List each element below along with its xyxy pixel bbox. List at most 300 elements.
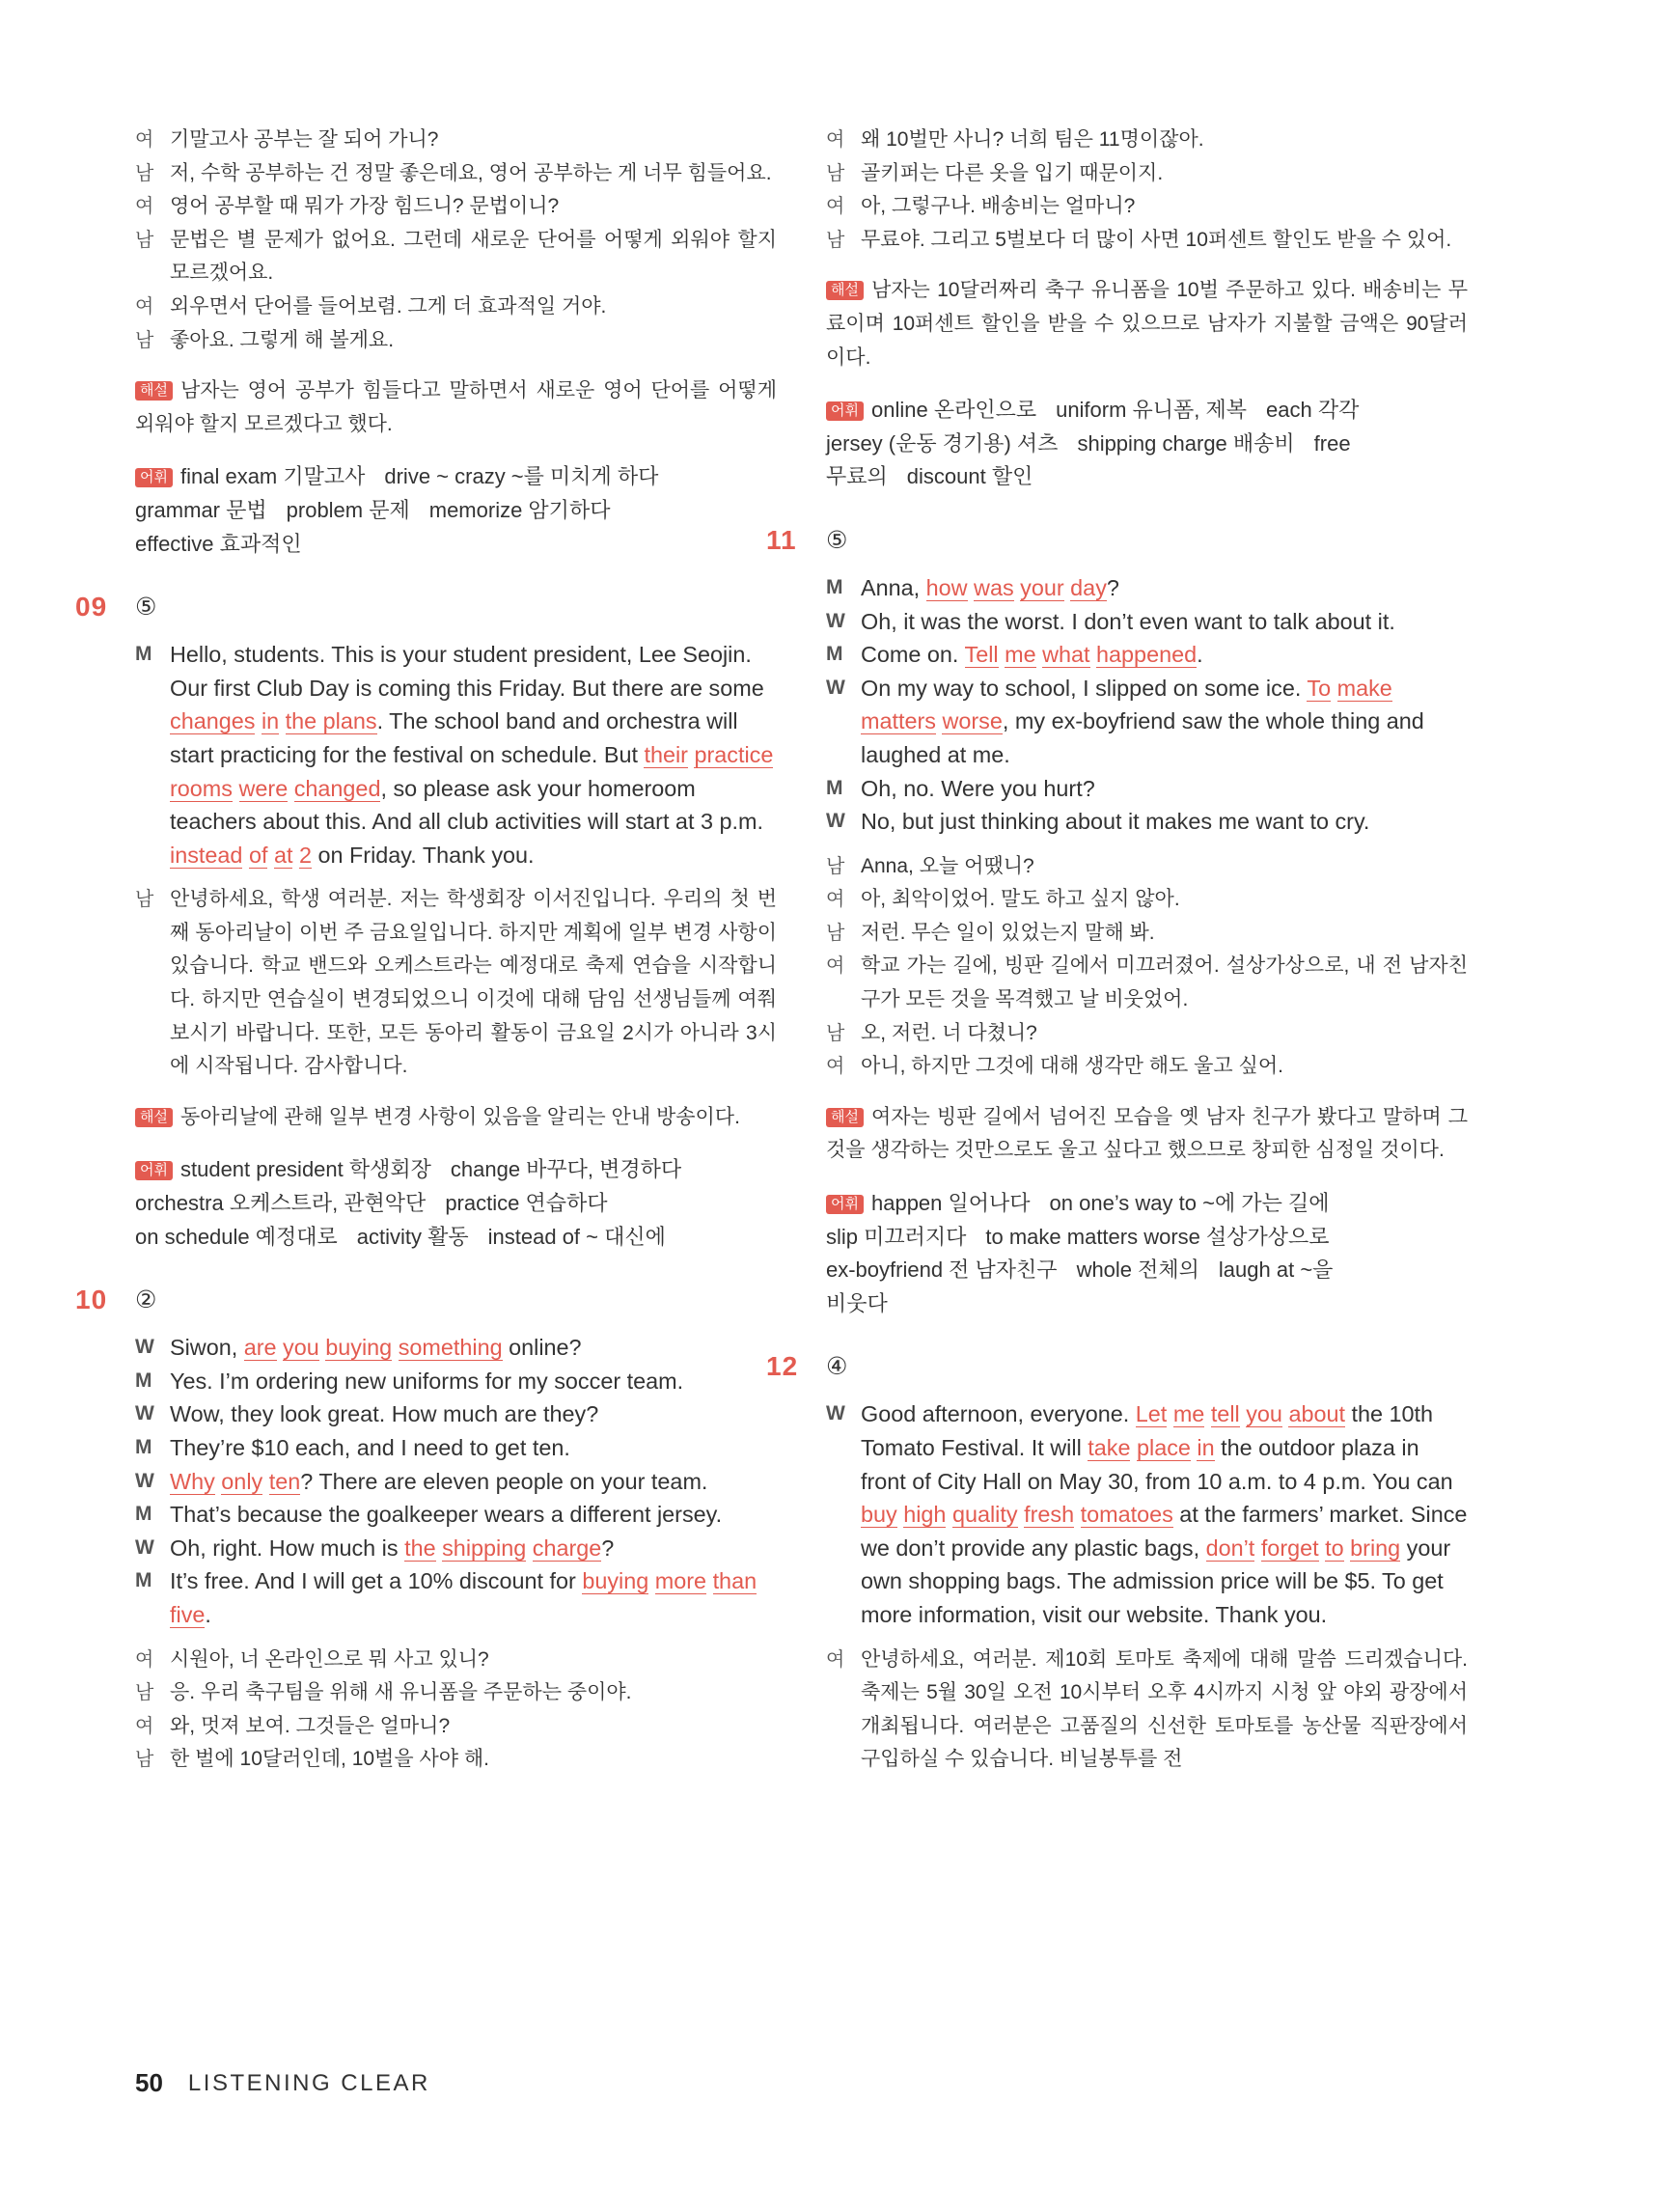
answer-blank: bring <box>1350 1535 1401 1561</box>
script-line <box>135 1465 777 1499</box>
vocabulary-item: happen 일어나다 <box>870 1191 1031 1216</box>
script-line <box>826 772 1468 806</box>
answer-blank: the plans <box>285 708 377 734</box>
answer-blank: instead <box>170 842 243 868</box>
script-fragment: . <box>205 1601 211 1627</box>
vocabulary-line <box>135 1221 777 1255</box>
translation-text: 저런. 무슨 일이 있었는지 말해 봐. <box>861 921 1155 944</box>
script-line <box>826 638 1468 672</box>
answer-blank: five <box>170 1601 206 1627</box>
answer-blank: me <box>1005 642 1036 668</box>
translation-text: 안녕하세요, 학생 여러분. 저는 학생회장 이서진입니다. 우리의 첫 번째 동아리날이 이번 주 금요일입니다. 하지만 계획에 일부 변경 사항이 있습니다. 학교 밴드와 오케스트라는 예정대로 축제 연습을 시작합니다. 하지만 연습실이 변경되었으니 이것에 대해 담임 선생님들께 여쭤보시기 바랍니다. 또한, 모든 동아리 활동이 금요일 2시가 아니라 3시에 시작됩니다. 감사합니다. <box>170 888 777 1078</box>
vocabulary-line <box>826 394 1468 428</box>
translation-line <box>826 124 1468 157</box>
speaker-label: W <box>135 1469 154 1492</box>
translation-text: 학교 가는 길에, 빙판 길에서 미끄러졌어. 설상가상으로, 내 전 남자친구가 모든 것을 목격했고 날 비웃었어. <box>861 954 1468 1011</box>
speaker-label: M <box>135 1369 152 1392</box>
vocabulary-line <box>826 1221 1468 1255</box>
answer-blank: To <box>1307 675 1332 701</box>
translation-line <box>135 190 777 224</box>
answer-blank: buy <box>861 1502 897 1528</box>
script-text <box>861 672 1468 772</box>
translation-line <box>135 157 777 191</box>
script-fragment: , so please ask your homeroom teachers about this. And all club activities will start at 3 p.m. <box>170 775 763 835</box>
answer-blank: tomatoes <box>1080 1502 1173 1528</box>
script-fragment: Good afternoon, everyone. <box>861 1401 1136 1427</box>
script-text <box>170 1498 777 1532</box>
explanation-note <box>135 374 777 441</box>
translation-line <box>826 950 1468 1016</box>
translation-text: Anna, 오늘 어땠니? <box>861 854 1034 877</box>
english-script <box>135 1331 777 1631</box>
answer-blank: happened <box>1096 642 1198 668</box>
translation-line <box>826 157 1468 191</box>
script-fragment: That’s because the goalkeeper wears a different jersey. <box>170 1502 723 1528</box>
answer-blank: practice <box>694 741 774 767</box>
speaker-label: 남 <box>826 1022 845 1044</box>
script-fragment: Come on. <box>861 642 965 668</box>
vocabulary-item: slip 미끄러지다 <box>826 1224 967 1249</box>
answer-blank: about <box>1288 1401 1345 1427</box>
speaker-label: 남 <box>826 855 845 877</box>
script-text <box>170 1365 777 1398</box>
speaker-label: M <box>826 643 843 666</box>
answer-blank: their <box>644 741 688 767</box>
translation-text: 외우면서 단어를 들어보렴. 그게 더 효과적일 거야. <box>170 294 607 318</box>
answer-blank: in <box>1197 1435 1215 1460</box>
speaker-label: 남 <box>135 889 154 911</box>
translation-text: 왜 10벌만 사니? 너희 팀은 11명이잖아. <box>861 128 1204 151</box>
script-fragment <box>526 1535 533 1561</box>
explanation-badge: 해설 <box>826 281 864 300</box>
speaker-label: M <box>826 776 843 799</box>
explanation-text: 여자는 빙판 길에서 넘어진 모습을 옛 남자 친구가 봤다고 말하며 그것을 생각하는 것만으로도 울고 싶다고 했으므로 창피한 심정일 것이다. <box>826 1105 1468 1162</box>
speaker-label: 남 <box>135 1749 154 1771</box>
script-fragment: on Friday. Thank you. <box>311 842 535 868</box>
answer-blank: were <box>238 775 289 801</box>
page-number: 50 <box>135 2068 163 2097</box>
script-fragment: Oh, no. Were you hurt? <box>861 775 1095 801</box>
script-fragment <box>288 776 294 801</box>
script-fragment <box>648 1568 655 1593</box>
speaker-label: W <box>826 1402 845 1425</box>
answer-blank: place <box>1136 1435 1191 1460</box>
vocabulary-item: activity 활동 <box>356 1224 469 1249</box>
speaker-label: W <box>826 810 845 833</box>
script-line <box>135 1564 777 1631</box>
script-text <box>861 638 1468 672</box>
translation-text: 와, 멋져 보여. 그것들은 얼마니? <box>170 1714 451 1737</box>
vocabulary-item: change 바꾸다, 변경하다 <box>450 1157 682 1182</box>
explanation-text: 남자는 10달러짜리 축구 유니폼을 10벌 주문하고 있다. 배송비는 무료이며 10퍼센트 할인을 받을 수 있으므로 남자가 지불할 금액은 90달러이다. <box>826 279 1468 369</box>
answer-blank: how <box>925 574 968 600</box>
question-header: 12 ④ <box>766 1351 848 1382</box>
script-fragment <box>1167 1401 1173 1426</box>
speaker-label: 여 <box>135 1715 154 1737</box>
answer-blank: of <box>248 842 268 868</box>
answer-blank: something <box>398 1335 503 1361</box>
vocabulary-item: free <box>1313 430 1351 456</box>
answer-blank: forget <box>1260 1535 1319 1561</box>
vocabulary-item: uniform 유니폼, 제복 <box>1056 398 1248 423</box>
answer-blank: me <box>1172 1401 1205 1427</box>
answer-choice: ④ <box>826 1353 848 1381</box>
translation-line <box>135 324 777 358</box>
script-text <box>170 1532 777 1565</box>
answer-blank: than <box>712 1568 757 1594</box>
answer-choice: ⑤ <box>135 594 157 622</box>
translation-text: 영어 공부할 때 뭐가 가장 힘드니? 문법이니? <box>170 195 560 218</box>
question-header: 09 ⑤ <box>75 592 157 622</box>
answer-blank: worse <box>942 708 1003 734</box>
speaker-label: 남 <box>135 1682 154 1704</box>
answer-blank: make <box>1336 675 1392 701</box>
script-fragment: ? There are eleven people on your team. <box>300 1468 708 1494</box>
answer-blank: Tell <box>964 642 999 668</box>
translation-line <box>135 1743 777 1777</box>
answer-blank: matters <box>861 708 936 734</box>
translation-line <box>135 124 777 157</box>
script-line <box>135 638 777 871</box>
translation-line <box>826 1050 1468 1084</box>
answer-blank: shipping <box>442 1535 527 1561</box>
speaker-label: 여 <box>826 955 845 978</box>
question-header: 11 ⑤ <box>766 524 848 555</box>
translation-text: 좋아요. 그렇게 해 볼게요. <box>170 328 395 351</box>
answer-blank: buying <box>325 1335 393 1361</box>
speaker-label: 여 <box>135 1648 154 1671</box>
vocabulary-line <box>135 1187 777 1221</box>
answer-blank: take <box>1088 1435 1131 1460</box>
vocabulary-line <box>135 528 777 562</box>
speaker-label: 여 <box>135 129 154 151</box>
script-text <box>170 1465 777 1499</box>
translation-line <box>135 883 777 1084</box>
vocabulary-item: practice 연습하다 <box>445 1191 608 1216</box>
script-line <box>135 1431 777 1465</box>
speaker-label: 남 <box>826 922 845 944</box>
translation-line <box>826 190 1468 224</box>
explanation-note <box>135 1101 777 1135</box>
script-fragment: On my way to school, I slipped on some ice. <box>861 675 1308 701</box>
script-text <box>861 805 1468 839</box>
korean-translation <box>826 1644 1468 1777</box>
answer-blank: changed <box>293 775 381 801</box>
english-script <box>135 638 777 871</box>
answer-blank: buying <box>582 1568 649 1594</box>
speaker-label: M <box>135 1503 152 1526</box>
translation-text: 기말고사 공부는 잘 되어 가니? <box>170 128 439 151</box>
answer-blank: your <box>1020 574 1064 600</box>
script-fragment <box>255 708 262 733</box>
speaker-label: M <box>135 1436 152 1458</box>
vocabulary-item: shipping charge 배송비 <box>1077 430 1295 456</box>
korean-translation <box>135 124 777 357</box>
script-fragment <box>267 843 274 868</box>
translation-text: 문법은 별 문제가 없어요. 그런데 새로운 단어를 어떻게 외워야 할지 모르겠어요. <box>170 228 777 285</box>
script-fragment <box>292 843 299 868</box>
vocabulary-badge: 어휘 <box>826 401 864 421</box>
answer-blank: high <box>903 1502 947 1528</box>
translation-line <box>826 1644 1468 1777</box>
script-line <box>135 1498 777 1532</box>
script-fragment: Yes. I’m ordering new uniforms for my soccer team. <box>170 1368 684 1394</box>
vocabulary-item: drive ~ crazy ~를 미치게 하다 <box>384 464 659 489</box>
translation-line <box>826 883 1468 917</box>
english-script <box>826 1397 1468 1631</box>
script-text <box>170 1564 777 1631</box>
speaker-label: W <box>135 1402 154 1425</box>
vocabulary-badge: 어휘 <box>135 468 173 487</box>
translation-text: 한 벌에 10달러인데, 10벌을 사야 해. <box>170 1748 489 1771</box>
explanation-badge: 해설 <box>135 381 173 401</box>
answer-blank: quality <box>951 1502 1018 1528</box>
answer-blank: only <box>221 1468 263 1494</box>
script-text <box>861 1397 1468 1631</box>
script-fragment <box>1254 1535 1261 1561</box>
translation-line <box>826 917 1468 951</box>
translation-line <box>135 224 777 290</box>
speaker-label: 여 <box>826 1056 845 1078</box>
vocabulary-badge: 어휘 <box>135 1161 173 1180</box>
speaker-label: W <box>135 1336 154 1359</box>
script-fragment: your own shopping bags. The admission price will be $5. To get more information, visit our website. Thank you. <box>861 1535 1451 1627</box>
vocabulary-line <box>826 1287 1468 1321</box>
vocabulary-item: ex-boyfriend 전 남자친구 <box>826 1258 1058 1283</box>
korean-translation <box>826 850 1468 1084</box>
explanation-note <box>826 274 1468 374</box>
explanation-badge: 해설 <box>135 1108 173 1127</box>
right-column <box>766 124 1468 1794</box>
vocabulary-list <box>135 460 777 561</box>
translation-line <box>135 290 777 324</box>
script-fragment: They’re $10 each, and I need to get ten. <box>170 1435 570 1460</box>
script-fragment <box>279 708 286 733</box>
speaker-label: W <box>135 1535 154 1559</box>
translation-line <box>826 1017 1468 1051</box>
script-fragment: ? <box>601 1535 615 1561</box>
translation-text: 골키퍼는 다른 옷을 입기 때문이지. <box>861 161 1164 184</box>
script-fragment <box>1204 1401 1211 1426</box>
vocabulary-item: to make matters worse 설상가상으로 <box>985 1224 1330 1249</box>
vocabulary-line <box>826 428 1468 461</box>
answer-blank: tell <box>1210 1401 1240 1427</box>
vocabulary-item: online 온라인으로 <box>870 398 1037 423</box>
vocabulary-list <box>135 1153 777 1254</box>
speaker-label: M <box>135 643 152 666</box>
page-footer <box>135 2068 430 2098</box>
answer-blank: what <box>1042 642 1090 668</box>
script-fragment <box>392 1335 399 1360</box>
vocabulary-item: final exam 기말고사 <box>179 464 366 489</box>
vocabulary-item: each 각각 <box>1266 398 1360 423</box>
translation-line <box>826 224 1468 258</box>
answer-blank: charge <box>532 1535 602 1561</box>
vocabulary-item: memorize 암기하다 <box>428 497 611 522</box>
vocabulary-item: effective 효과적인 <box>135 531 302 556</box>
script-line <box>135 1532 777 1565</box>
script-text <box>170 638 777 871</box>
answer-blank: Why <box>170 1468 215 1494</box>
answer-blank: more <box>654 1568 707 1594</box>
script-text <box>170 1331 777 1365</box>
speaker-label: 여 <box>826 1648 845 1671</box>
vocabulary-line <box>135 460 777 494</box>
answer-blank: the <box>404 1535 436 1561</box>
explanation-badge: 해설 <box>826 1108 864 1127</box>
script-fragment: the outdoor plaza in front of City Hall on May 30, from 10 a.m. to 4 p.m. You can <box>861 1435 1453 1494</box>
script-text <box>861 571 1468 605</box>
script-fragment: Anna, <box>861 574 926 600</box>
translation-text: 아, 그렇구나. 배송비는 얼마니? <box>861 195 1136 218</box>
script-fragment: online? <box>502 1335 582 1361</box>
answer-blank: to <box>1325 1535 1344 1561</box>
korean-translation <box>135 1644 777 1777</box>
book-title: LISTENING CLEAR <box>187 2069 430 2096</box>
speaker-label: 여 <box>135 295 154 318</box>
explanation-note <box>826 1101 1468 1168</box>
translation-line <box>826 850 1468 884</box>
script-fragment: . The school band and orchestra will start practicing for the festival on schedule. But <box>170 708 738 767</box>
translation-text: 저, 수학 공부하는 건 정말 좋은데요, 영어 공부하는 게 너무 힘들어요. <box>170 161 772 184</box>
answer-blank: at <box>273 842 293 868</box>
vocabulary-item: on schedule 예정대로 <box>135 1224 338 1249</box>
script-text <box>861 772 1468 806</box>
vocabulary-item: 무료의 <box>826 464 888 489</box>
speaker-label: W <box>826 676 845 699</box>
speaker-label: M <box>135 1569 152 1592</box>
answer-blank: was <box>974 574 1014 600</box>
vocabulary-line <box>826 460 1468 494</box>
answer-blank: 2 <box>298 842 312 868</box>
script-fragment: , my ex-boyfriend saw the whole thing and laughed at me. <box>861 708 1424 767</box>
explanation-text: 남자는 영어 공부가 힘들다고 말하면서 새로운 영어 단어를 어떻게 외워야 할지 모르겠다고 했다. <box>135 379 777 435</box>
script-fragment <box>1074 1502 1081 1527</box>
speaker-label: 남 <box>826 162 845 184</box>
script-fragment: . <box>1197 642 1203 668</box>
script-line <box>135 1331 777 1365</box>
script-line <box>135 1365 777 1398</box>
vocabulary-line <box>826 1187 1468 1221</box>
translation-text: 시원아, 너 온라인으로 뭐 사고 있니? <box>170 1647 489 1671</box>
script-fragment: Siwon, <box>170 1335 244 1361</box>
script-text <box>170 1431 777 1465</box>
english-script <box>826 571 1468 839</box>
script-line <box>826 571 1468 605</box>
script-line <box>135 1397 777 1431</box>
vocabulary-item: 비웃다 <box>826 1290 888 1315</box>
script-fragment: Wow, they look great. How much are they? <box>170 1401 599 1427</box>
vocabulary-line <box>135 494 777 528</box>
translation-text: 응. 우리 축구팀을 위해 새 유니폼을 주문하는 중이야. <box>170 1681 632 1704</box>
speaker-label: 남 <box>135 162 154 184</box>
answer-blank: changes <box>170 708 256 734</box>
vocabulary-line <box>826 1254 1468 1287</box>
script-fragment: It’s free. And I will get a 10% discount for <box>170 1568 583 1594</box>
vocabulary-item: instead of ~ 대신에 <box>487 1224 666 1249</box>
answer-blank: day <box>1070 574 1107 600</box>
script-fragment: Oh, it was the worst. I don’t even want to talk about it. <box>861 608 1395 634</box>
script-fragment <box>1331 676 1337 701</box>
script-line <box>826 1397 1468 1631</box>
vocabulary-item: laugh at ~을 <box>1218 1258 1334 1283</box>
script-fragment: at the farmers’ market. Since we don’t provide any plastic bags, <box>861 1502 1468 1561</box>
script-line <box>826 672 1468 772</box>
answer-blank: fresh <box>1024 1502 1075 1528</box>
translation-text: 아니, 하지만 그것에 대해 생각만 해도 울고 싶어. <box>861 1055 1283 1078</box>
speaker-label: 남 <box>135 329 154 351</box>
explanation-text: 동아리날에 관해 일부 변경 사항이 있음을 알리는 안내 방송이다. <box>179 1105 740 1128</box>
speaker-label: 여 <box>826 196 845 218</box>
script-fragment <box>262 1469 269 1494</box>
speaker-label: 남 <box>135 229 154 251</box>
speaker-label: 여 <box>826 889 845 911</box>
korean-translation <box>135 883 777 1084</box>
vocabulary-item: whole 전체의 <box>1076 1258 1199 1283</box>
answer-blank: ten <box>268 1468 301 1494</box>
korean-translation <box>826 124 1468 257</box>
speaker-label: W <box>826 609 845 632</box>
translation-text: 무료야. 그리고 5벌보다 더 많이 사면 10퍼센트 할인도 받을 수 있어. <box>861 228 1452 251</box>
question-header: 10 ② <box>75 1285 157 1315</box>
script-fragment: Oh, right. How much is <box>170 1535 405 1561</box>
answer-blank: you <box>283 1335 319 1361</box>
script-line <box>826 605 1468 639</box>
script-fragment <box>233 776 239 801</box>
translation-line <box>135 1644 777 1677</box>
vocabulary-item: discount 할인 <box>906 464 1033 489</box>
speaker-label: 여 <box>826 129 845 151</box>
vocabulary-list <box>826 1187 1468 1320</box>
vocabulary-list <box>826 394 1468 494</box>
left-column <box>75 124 777 1794</box>
script-fragment: No, but just thinking about it makes me want to cry. <box>861 809 1370 835</box>
script-fragment <box>242 843 249 868</box>
translation-line <box>135 1710 777 1744</box>
script-line <box>826 805 1468 839</box>
script-text <box>170 1397 777 1431</box>
translation-line <box>135 1676 777 1710</box>
speaker-label: M <box>826 575 843 598</box>
answer-blank: Let <box>1135 1401 1168 1427</box>
script-fragment <box>946 1502 952 1527</box>
script-fragment <box>1130 1435 1137 1460</box>
vocabulary-badge: 어휘 <box>826 1195 864 1214</box>
answer-blank: you <box>1246 1401 1282 1427</box>
answer-blank: in <box>261 708 280 734</box>
vocabulary-line <box>135 1153 777 1187</box>
vocabulary-item: on one’s way to ~에 가는 길에 <box>1049 1191 1330 1216</box>
speaker-label: 여 <box>135 196 154 218</box>
answer-choice: ② <box>135 1286 157 1314</box>
vocabulary-item: grammar 문법 <box>135 497 267 522</box>
script-fragment <box>706 1568 713 1593</box>
script-text <box>861 605 1468 639</box>
answer-choice: ⑤ <box>826 526 848 554</box>
vocabulary-item: orchestra 오케스트라, 관현악단 <box>135 1191 427 1216</box>
translation-text: 아, 최악이었어. 말도 하고 싶지 않아. <box>861 888 1180 911</box>
answer-blank: are <box>243 1335 277 1361</box>
speaker-label: 남 <box>826 229 845 251</box>
script-fragment: the 10th Tomato Festival. It will <box>861 1401 1434 1460</box>
vocabulary-item: jersey (운동 경기용) 셔츠 <box>826 430 1059 456</box>
script-fragment: Hello, students. This is your student president, Lee Seojin. Our first Club Day is coming this Friday. But there are some <box>170 642 764 701</box>
script-fragment: ? <box>1106 574 1119 600</box>
translation-text: 안녕하세요, 여러분. 제10회 토마토 축제에 대해 말씀 드리겠습니다. 축제는 5월 30일 오전 10시부터 오후 4시까지 시청 앞 야외 광장에서 개최됩니다. 여러분은 고품질의 신선한 토마토를 농산물 직판장에서 구입하실 수 있습니다. 비닐봉투를 전 <box>861 1647 1468 1771</box>
answer-blank: don’t <box>1205 1535 1255 1561</box>
vocabulary-item: student president 학생회장 <box>179 1157 431 1182</box>
answer-blank: rooms <box>170 775 233 801</box>
